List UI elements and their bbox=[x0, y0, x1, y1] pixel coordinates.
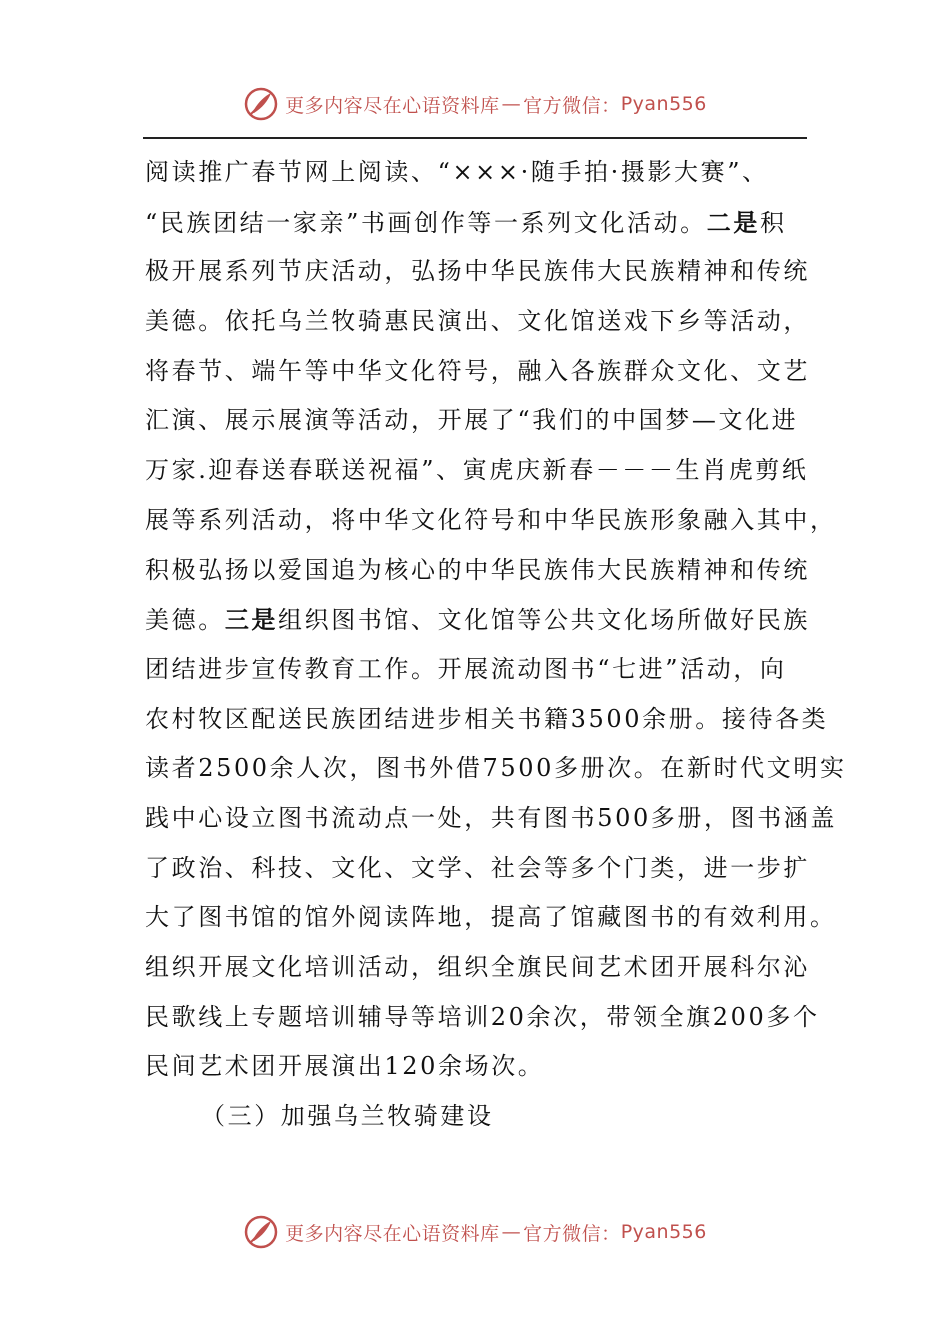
text-line: 践中心设立图书流动点一处，共有图书500多册，图书涵盖 bbox=[145, 803, 838, 832]
text-line: 民歌线上专题培训辅导等培训20余次，带领全旗200多个 bbox=[145, 1002, 820, 1031]
text-line: 组织开展文化培训活动，组织全旗民间艺术团开展科尔沁 bbox=[145, 953, 810, 981]
emphasis-second: 二是 bbox=[706, 207, 760, 237]
watermark-brand: 更多内容尽在心语资料库 bbox=[285, 1222, 500, 1245]
text-line: 了政治、科技、文化、文学、社会等多个门类，进一步扩 bbox=[145, 853, 810, 882]
text-line: 大了图书馆的馆外阅读阵地，提高了馆藏图书的有效利用。 bbox=[145, 903, 837, 932]
text-line: 汇演、展示展演等活动，开展了“我们的中国梦—文化进 bbox=[145, 406, 799, 435]
text-line: 万家.迎春送春联送祝福”、寅虎庆新春－－－生肖虎剪纸 bbox=[145, 456, 809, 485]
text-line: 极开展系列节庆活动，弘扬中华民族伟大民族精神和传统 bbox=[145, 257, 810, 286]
page-header-watermark bbox=[0, 84, 950, 124]
text-line: 美德。三是组织图书馆、文化馆等公共文化场所做好民族 bbox=[145, 605, 811, 635]
text-line: 民间艺术团开展演出120余场次。 bbox=[145, 1052, 545, 1081]
watermark-separator: — bbox=[501, 93, 522, 115]
watermark-separator: — bbox=[501, 1221, 522, 1243]
document-body bbox=[145, 148, 847, 1142]
section-heading: （三）加强乌兰牧骑建设 bbox=[201, 1102, 494, 1131]
text-line: 将春节、端午等中华文化符号，融入各族群众文化、文艺 bbox=[145, 356, 810, 385]
quill-logo-icon bbox=[243, 1214, 279, 1250]
watermark-wechat-id: Pyan556 bbox=[620, 93, 707, 115]
watermark-brand: 更多内容尽在心语资料库 bbox=[285, 94, 500, 117]
watermark-wechat-label: 官方微信： bbox=[523, 94, 621, 117]
watermark-wechat-label: 官方微信： bbox=[523, 1222, 621, 1245]
quill-logo-icon bbox=[243, 86, 279, 122]
emphasis-third: 三是 bbox=[224, 605, 279, 635]
text-line: 阅读推广春节网上阅读、“×××·随手拍·摄影大赛”、 bbox=[145, 158, 769, 186]
text-line: 团结进步宣传教育工作。开展流动图书“七进”活动，向 bbox=[145, 654, 787, 683]
text-line: 农村牧区配送民族团结进步相关书籍3500余册。接待各类 bbox=[145, 704, 829, 733]
text-line: 积极弘扬以爱国追为核心的中华民族伟大民族精神和传统 bbox=[145, 555, 810, 584]
header-rule bbox=[143, 137, 807, 139]
text-line: “民族团结一家亲”书画创作等一系列文化活动。二是积 bbox=[145, 207, 787, 237]
page-footer-watermark bbox=[0, 1212, 950, 1252]
text-line: 读者2500余人次，图书外借7500多册次。在新时代文明实 bbox=[145, 754, 847, 783]
text-line: 美德。依托乌兰牧骑惠民演出、文化馆送戏下乡等活动， bbox=[145, 307, 810, 336]
text-line: 展等系列活动，将中华文化符号和中华民族形象融入其中， bbox=[145, 505, 837, 534]
watermark-wechat-id: Pyan556 bbox=[620, 1221, 707, 1243]
